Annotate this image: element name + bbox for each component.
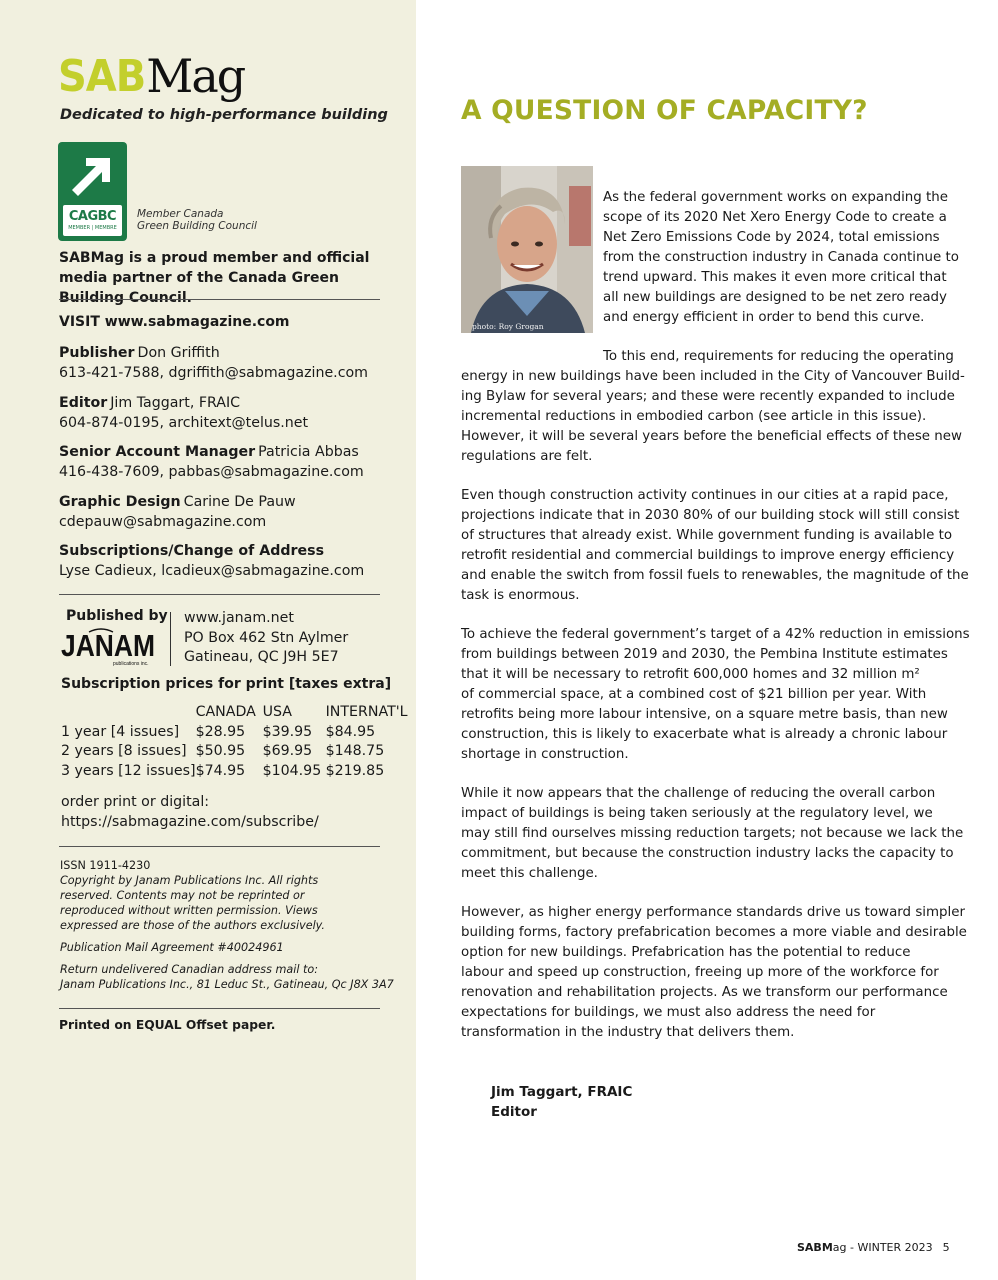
contact-role: Publisher	[59, 345, 135, 361]
photo-credit: photo: Roy Grogan	[472, 322, 544, 331]
paper-notice: Printed on EQUAL Offset paper.	[59, 1018, 276, 1032]
article-paragraph	[603, 188, 959, 328]
return-address: Janam Publications Inc., 81 Leduc St., Gatineau, Qc J8X 3A7	[60, 978, 394, 991]
text-line: from the construction industry in Canada continue to	[603, 250, 959, 265]
publisher-block	[61, 606, 401, 668]
subscription-price-table	[59, 703, 416, 781]
text-line: task is enormous.	[461, 588, 580, 603]
text-line: shortage in construction.	[461, 747, 629, 762]
text-line: Net Zero Emissions Code by 2024, total emissions	[603, 230, 940, 245]
contact-editor	[59, 394, 308, 433]
text-line: Even though construction activity continues in our cities at a rapid pace,	[461, 488, 949, 503]
editor-signature	[491, 1082, 632, 1122]
masthead-sidebar	[0, 0, 416, 1280]
publisher-city: Gatineau, QC J9H 5E7	[184, 649, 339, 665]
text-line: energy in new buildings have been included in the City of Vancouver Build-	[461, 369, 965, 384]
contact-role: Senior Account Manager	[59, 444, 256, 460]
contact-graphic-design	[59, 493, 296, 532]
divider	[59, 299, 380, 300]
order-info	[61, 793, 319, 832]
footer-brand-bold: SABM	[797, 1241, 833, 1254]
article-paragraph	[461, 625, 970, 765]
member-note-line2: Green Building Council	[137, 220, 257, 232]
visit-link[interactable]: VISIT www.sabmagazine.com	[59, 314, 290, 330]
text-line: incremental reductions in embodied carbon (see article in this issue).	[461, 409, 927, 424]
contact-detail[interactable]: cdepauw@sabmagazine.com	[59, 513, 267, 530]
contact-detail[interactable]: 604-874-0195, architext@telus.net	[59, 414, 309, 431]
contact-detail[interactable]: 416-438-7609, pabbas@sabmagazine.com	[59, 463, 364, 480]
text-line: that it will be necessary to retrofit 600,000 homes and 32 million m²	[461, 667, 920, 682]
publisher-address	[184, 609, 348, 668]
article-paragraph	[461, 784, 963, 884]
text-line: construction, this is likely to exacerbate what is already a chronic labour	[461, 727, 948, 742]
text-line: projections indicate that in 2030 80% of our building stock will still consist	[461, 508, 960, 523]
table-cell: $28.95	[195, 723, 246, 740]
text-line: and energy efficient in order to bend this curve.	[603, 310, 925, 325]
contact-role: Subscriptions/Change of Address	[59, 543, 325, 559]
text-line: from buildings between 2019 and 2030, the Pembina Institute estimates	[461, 647, 948, 662]
copyright-notice: Copyright by Janam Publications Inc. All rights reserved. Contents may not be reprinted or reproduced without written permission. Views expressed are those of the authors exclusively.	[60, 874, 325, 932]
partner-statement: SABMag is a proud member and official media partner of the Canada Green Building Council.	[59, 250, 370, 306]
divider	[59, 1008, 380, 1009]
contact-account-manager	[59, 443, 364, 482]
divider	[59, 846, 380, 847]
arrow-up-right-icon	[68, 152, 116, 200]
cagbc-member-text: MEMBER | MEMBRE	[68, 225, 117, 231]
article-paragraph	[461, 486, 969, 606]
table-row	[59, 762, 416, 782]
table-header-row	[59, 703, 416, 723]
table-header-cell	[59, 703, 196, 723]
cagbc-plate	[63, 205, 122, 236]
text-line: As the federal government works on expanding the	[603, 190, 949, 205]
publisher-divider	[170, 612, 171, 666]
page-footer	[797, 1241, 950, 1254]
published-by-label: Published by	[66, 608, 168, 624]
author-photo	[461, 166, 593, 333]
article-paragraph	[461, 347, 965, 467]
table-cell: 2 years [8 issues]	[61, 743, 187, 759]
logo-sab: SAB	[58, 52, 146, 102]
contact-name: Don Griffith	[137, 345, 220, 361]
table-row	[59, 742, 416, 762]
cagbc-badge	[58, 142, 127, 241]
table-header-cell: INTERNAT'L	[325, 704, 408, 720]
member-note-line1: Member Canada	[137, 208, 224, 220]
legal-notice	[60, 858, 405, 992]
footer-brand-rest: ag	[832, 1241, 847, 1254]
article-headline: A QUESTION OF CAPACITY?	[461, 95, 868, 126]
table-cell: 3 years [12 issues]	[61, 762, 196, 779]
table-cell: $74.95	[195, 762, 246, 779]
table-cell: $69.95	[262, 743, 313, 759]
footer-issue: - WINTER 2023	[846, 1241, 933, 1254]
text-line: regulations are felt.	[461, 449, 593, 464]
contact-subscriptions	[59, 542, 364, 581]
text-line: commitment, but because the construction industry lacks the capacity to	[461, 846, 954, 861]
text-line: However, as higher energy performance standards drive us toward simpler	[461, 905, 966, 920]
return-address-label: Return undelivered Canadian address mail to:	[60, 963, 319, 976]
text-line: To achieve the federal government’s target of a 42% reduction in emissions	[461, 627, 970, 642]
publisher-po-box: PO Box 462 Stn Aylmer	[184, 629, 349, 646]
contact-role: Graphic Design	[59, 494, 181, 510]
issn: ISSN 1911-4230	[60, 859, 151, 872]
subscription-heading: Subscription prices for print [taxes extra]	[61, 676, 392, 692]
signature-name: Jim Taggart, FRAIC	[491, 1084, 633, 1100]
janam-logo-subtext: publications inc.	[113, 661, 149, 667]
contact-name: Carine De Pauw	[183, 494, 296, 510]
table-cell: 1 year [4 issues]	[61, 723, 180, 740]
logo-mag: Mag	[146, 49, 245, 103]
text-line: trend upward. This makes it even more critical that	[603, 270, 947, 285]
article-paragraph	[461, 903, 967, 1043]
divider	[59, 594, 380, 595]
text-line: To this end, requirements for reducing the operating	[603, 349, 954, 364]
sabmag-logo	[58, 49, 245, 108]
table-header-cell: USA	[262, 704, 292, 720]
table-cell: $219.85	[325, 762, 385, 779]
table-header-cell: CANADA	[195, 704, 256, 720]
text-line: expectations for buildings, we must also address the need for	[461, 1005, 876, 1020]
table-cell: $50.95	[195, 743, 246, 759]
mail-agreement: Publication Mail Agreement #40024961	[60, 941, 284, 954]
text-line: may still find ourselves missing reduction targets; not because we lack the	[461, 826, 964, 841]
text-line: ing Bylaw for several years; and these were recently expanded to include	[461, 389, 955, 404]
text-line: retrofits being more labour intensive, on a square metre basis, than new	[461, 707, 948, 722]
text-line: and enable the switch from fossil fuels to renewables, the magnitude of the	[461, 568, 969, 583]
text-line: transformation in the industry that delivers them.	[461, 1025, 795, 1040]
text-line: However, it will be several years before the beneficial effects of these new	[461, 429, 962, 444]
table-cell: $84.95	[325, 723, 376, 740]
page-number: 5	[942, 1241, 950, 1254]
text-line: option for new buildings. Prefabrication has the potential to reduce	[461, 945, 911, 960]
text-line: impact of buildings is being taken seriously at the regulatory level, we	[461, 806, 933, 821]
contact-name: Jim Taggart, FRAIC	[110, 395, 241, 411]
contact-name: Patricia Abbas	[258, 444, 359, 460]
tagline: Dedicated to high-performance building	[60, 107, 388, 123]
table-cell: $39.95	[262, 723, 313, 740]
table-cell: $148.75	[325, 743, 385, 759]
janam-logo-text: JANAM	[61, 628, 155, 663]
publisher-website[interactable]: www.janam.net	[184, 610, 294, 626]
order-label: order print or digital:	[61, 794, 210, 810]
text-line: While it now appears that the challenge of reducing the overall carbon	[461, 786, 936, 801]
portrait-image	[461, 166, 593, 333]
text-line: meet this challenge.	[461, 866, 598, 881]
text-line: renovation and rehabilitation projects. As we transform our performance	[461, 985, 948, 1000]
table-row	[59, 723, 416, 743]
text-line: all new buildings are designed to be net zero ready	[603, 290, 947, 305]
text-line: of commercial space, at a combined cost of $21 billion per year. With	[461, 687, 927, 702]
text-line: building forms, factory prefabrication becomes a more viable and desirable	[461, 925, 967, 940]
contact-publisher	[59, 344, 368, 383]
text-line: of structures that already exist. While government funding is available to	[461, 528, 953, 543]
subscribe-link[interactable]: https://sabmagazine.com/subscribe/	[61, 813, 319, 830]
table-cell: $104.95	[262, 762, 322, 779]
contact-detail[interactable]: Lyse Cadieux, lcadieux@sabmagazine.com	[59, 562, 365, 579]
janam-logo	[61, 628, 157, 668]
contact-detail[interactable]: 613-421-7588, dgriffith@sabmagazine.com	[59, 364, 368, 381]
signature-title: Editor	[491, 1104, 537, 1120]
text-line: scope of its 2020 Net Xero Energy Code to create a	[603, 210, 947, 225]
text-line: labour and speed up construction, freeing up more of the workforce for	[461, 965, 939, 980]
cagbc-text: CAGBC	[68, 209, 117, 224]
contact-role: Editor	[59, 395, 108, 411]
text-line: retrofit residential and commercial buildings to improve energy efficiency	[461, 548, 955, 563]
member-note	[137, 208, 257, 232]
